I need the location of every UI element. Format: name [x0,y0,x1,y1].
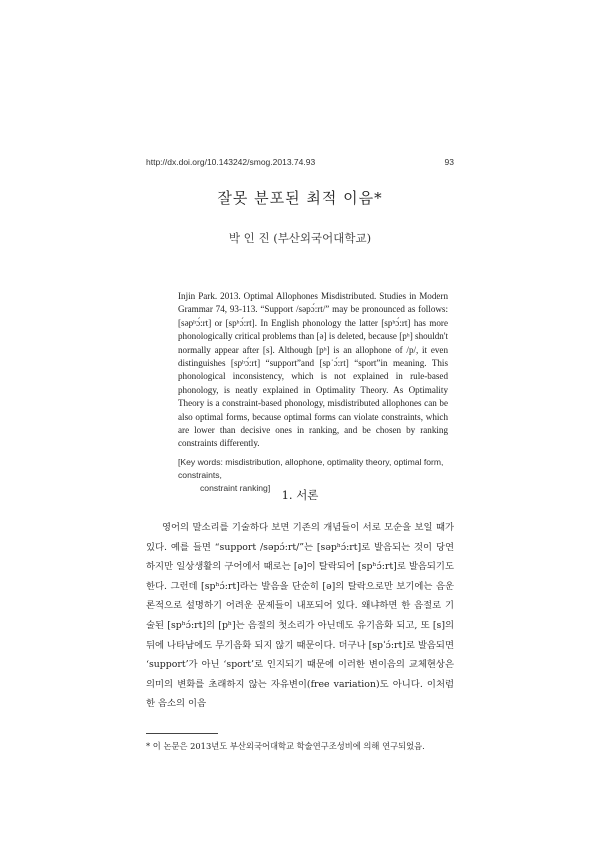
paper-title: 잘못 분포된 최적 이음* [217,189,383,207]
page-number: 93 [444,157,454,167]
abstract [178,290,448,451]
body-text [146,518,454,714]
doi-link[interactable]: http://dx.doi.org/10.143242/smog.2013.74.93 [146,157,316,167]
footnote-divider [146,733,218,734]
keywords-line-2: constraint ranking] [200,482,271,493]
author-line: 박 인 진 (부산외국어대학교) [228,231,372,245]
abstract-text: Injin Park. 2013. Optimal Allophones Misdistributed. Studies in Modern Grammar 74, 93-113. “Support /səpɔ́:rt/” may be pronounced as follows: [səpʰɔ́:rt] or [spʰɔ́:rt]. In English phonology the latter [spʰɔ́:rt] has more phonologically critical problems than [ə] is deleted, because [pʰ] shouldn't normally appear after [s]. Although [pʰ] is an allophone of /p/, it even distinguishes [spʰɔ́:rt] “support”and [spˈɔ́:rt] “sport”in meaning. This phonological inconsistency, which is not explained in rule-based phonology, is neatly explained in Optimality Theory. As Optimality Theory is a constraint-based phonology, misdistributed allophones can be also optimal forms, because optimal forms can violate constraints, which are lower than decisive ones in ranking, and be chosen by ranking constraints differently. [178,291,448,449]
footnote: * 이 논문은 2013년도 부산외국어대학교 학술연구조성비에 의해 연구되었음. [146,741,425,751]
section-heading: 1. 서론 [281,488,319,502]
keywords-line-1: [Key words: misdistribution, allophone, optimality theory, optimal form, constraints, [178,457,444,480]
body-paragraph: 영어의 말소리를 기술하다 보면 기존의 개념들이 서로 모순을 보일 때가 있다. 예를 들면 “support /səpɔ́:rt/”는 [səpʰɔ́:rt]로 발음되는 것이 당연하지만 일상생활의 구어에서 때로는 [ə]이 탈락되어 [spʰɔ́:rt]로 발음되기도 한다. 그런데 [spʰɔ́:rt]라는 발음을 단순히 [ə]의 탈락으로만 보기에는 음운론적으로 설명하기 어려운 문제들이 내포되어 있다. 왜냐하면 한 음절로 기술된 [spʰɔ́:rt]의 [pʰ]는 음절의 첫소리가 아닌데도 유기음화 되고, 또 [s]의 뒤에 나타남에도 무기음화 되지 않기 때문이다. 더구나 [spˈɔ́:rt]로 발음되면 ‘support’가 아닌 ‘sport’로 인지되기 때문에 이러한 변이음의 교체현상은 의미의 변화를 초래하지 않는 자유변이(free variation)도 아니다. 이처럼 한 음소의 이음 [146,522,454,710]
running-header [146,157,454,171]
